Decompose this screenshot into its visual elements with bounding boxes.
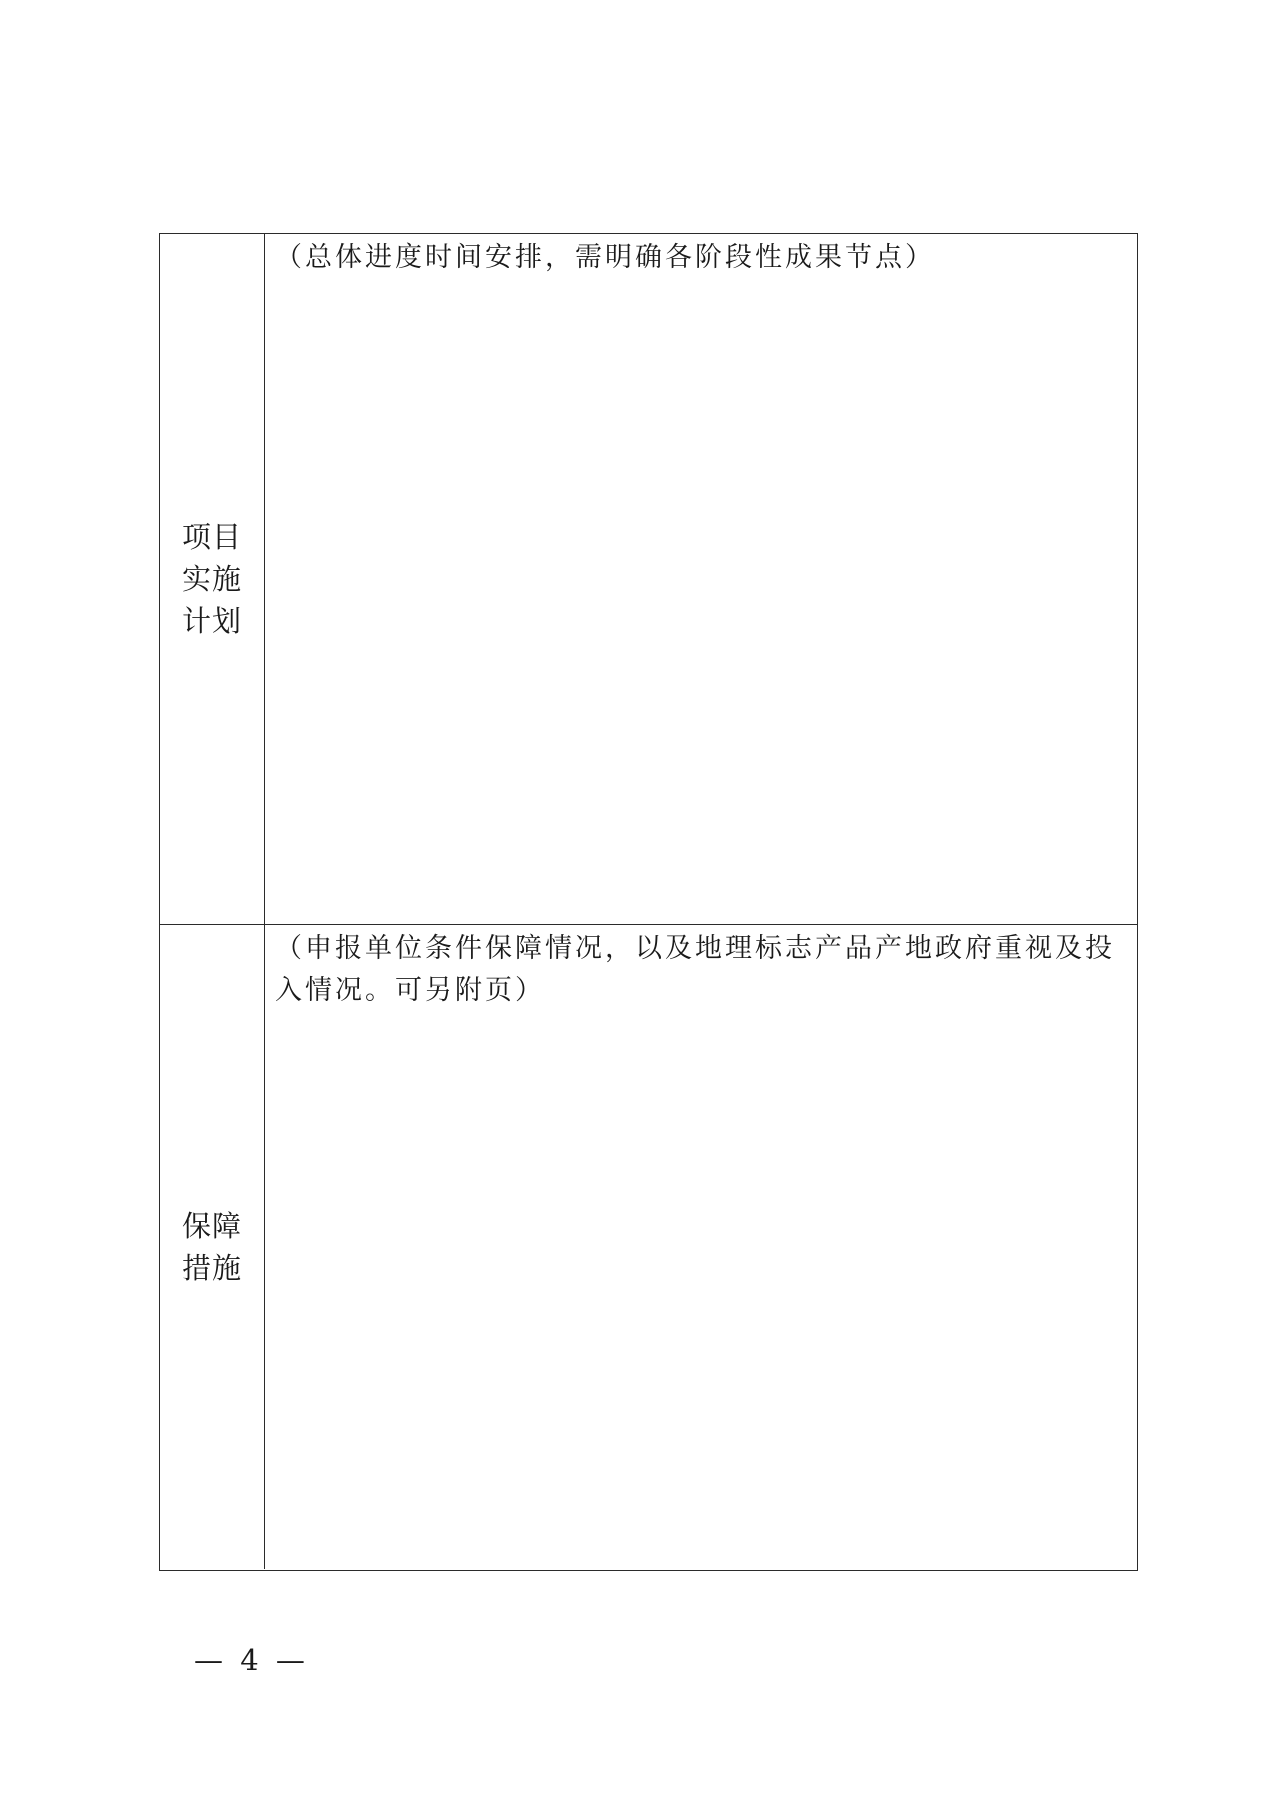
application-form-table — [159, 233, 1138, 1571]
implementation-plan-hint: （总体进度时间安排，需明确各阶段性成果节点） — [275, 242, 935, 273]
row-label-implementation-plan: 项目实施计划 — [181, 520, 242, 638]
table-row-guarantee-measures — [160, 925, 1137, 1569]
guarantee-measures-hint: （申报单位条件保障情况，以及地理标志产品产地政府重视及投入情况。可另附页） — [275, 933, 1115, 1006]
row-label-cell — [160, 925, 265, 1569]
row-label-cell — [160, 234, 265, 924]
page-number: — 4 — — [194, 1643, 309, 1677]
implementation-plan-content-cell[interactable] — [265, 234, 1137, 924]
table-row-implementation-plan — [160, 234, 1137, 925]
guarantee-measures-content-cell[interactable] — [265, 925, 1137, 1569]
row-label-guarantee-measures: 保障措施 — [181, 1209, 242, 1285]
